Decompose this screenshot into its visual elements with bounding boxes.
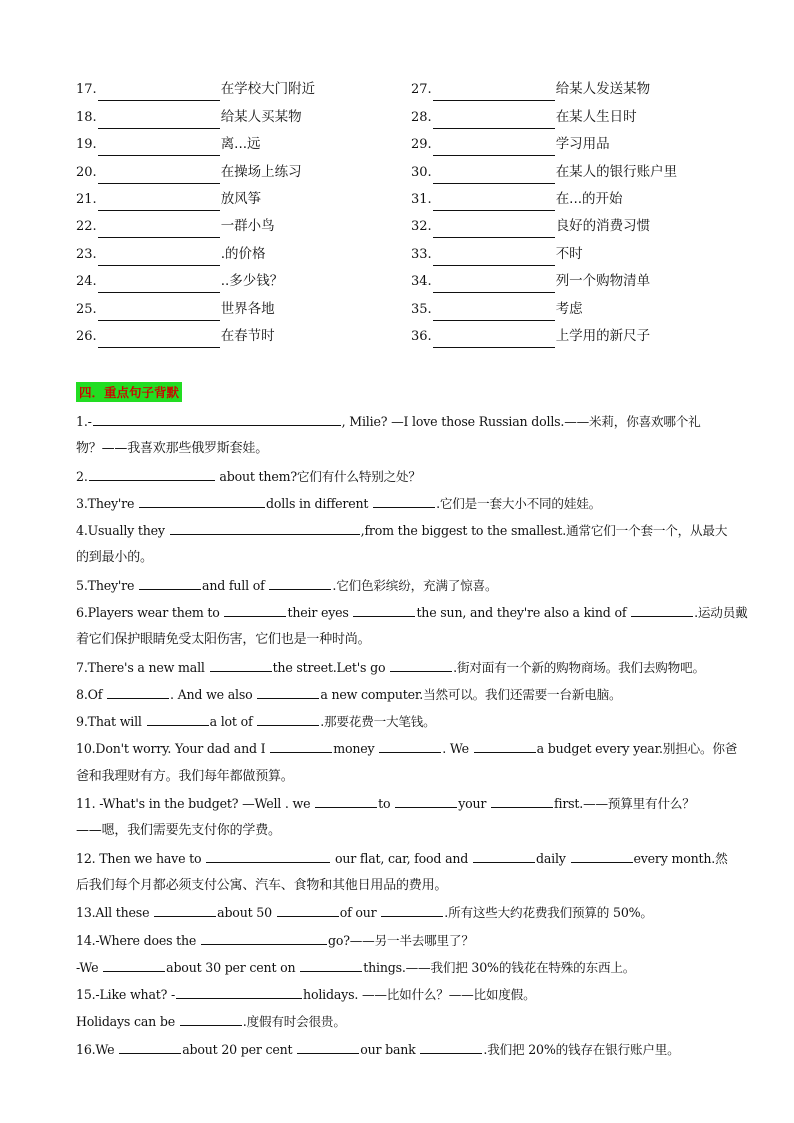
- answer-blank[interactable]: [381, 903, 443, 917]
- sentence-item: 的到最小的。: [76, 550, 153, 566]
- vocab-item: 17. 在学校大门附近: [76, 74, 411, 101]
- answer-blank[interactable]: [98, 114, 220, 129]
- answer-blank[interactable]: [119, 1040, 181, 1054]
- answer-blank[interactable]: [154, 903, 216, 917]
- vocab-item: 19. 离...远: [76, 129, 411, 156]
- answer-blank[interactable]: [433, 306, 555, 321]
- answer-blank[interactable]: [98, 196, 220, 211]
- vocab-item: 33. 不时: [411, 238, 722, 265]
- answer-blank[interactable]: [491, 794, 553, 808]
- sentence-item: 物？——我喜欢那些俄罗斯套娃。: [76, 441, 269, 457]
- answer-blank[interactable]: [631, 603, 693, 617]
- answer-blank[interactable]: [473, 849, 535, 863]
- answer-blank[interactable]: [433, 333, 555, 348]
- sentence-item: Holidays can be .度假有时会很贵。: [76, 1014, 346, 1030]
- answer-blank[interactable]: [420, 1040, 482, 1054]
- answer-blank[interactable]: [224, 603, 286, 617]
- vocab-item: 32. 良好的消费习惯: [411, 211, 722, 238]
- sentence-item: 12. Then we have to our flat, car, food and daily every month.然: [76, 850, 728, 866]
- answer-blank[interactable]: [107, 685, 169, 699]
- answer-blank[interactable]: [433, 223, 555, 238]
- answer-blank[interactable]: [270, 739, 332, 753]
- answer-blank[interactable]: [98, 333, 220, 348]
- answer-blank[interactable]: [433, 196, 555, 211]
- answer-blank[interactable]: [103, 958, 165, 972]
- vocab-item: 25. 世界各地: [76, 293, 411, 320]
- answer-blank[interactable]: [474, 739, 536, 753]
- answer-blank[interactable]: [98, 141, 220, 156]
- answer-blank[interactable]: [98, 86, 220, 101]
- vocab-item: 29. 学习用品: [411, 129, 722, 156]
- answer-blank[interactable]: [373, 494, 435, 508]
- sentence-item: 2. about them?它们有什么特别之处？: [76, 468, 421, 484]
- answer-blank[interactable]: [571, 849, 633, 863]
- answer-blank[interactable]: [433, 278, 555, 293]
- sentence-item: 10.Don't worry. Your dad and I money . We a budget every year.别担心。你爸: [76, 741, 738, 757]
- sentence-item: 1.- , Milie? —I love those Russian dolls.——米莉，你喜欢哪个礼: [76, 413, 701, 429]
- answer-blank[interactable]: [89, 467, 215, 481]
- answer-blank[interactable]: [433, 114, 555, 129]
- answer-blank[interactable]: [93, 412, 341, 426]
- sentence-item: 16.We about 20 per cent our bank .我们把 20%的钱存在银行账户里。: [76, 1041, 680, 1057]
- vocab-item: 35. 考虑: [411, 293, 722, 320]
- answer-blank[interactable]: [176, 985, 302, 999]
- answer-blank[interactable]: [170, 521, 360, 535]
- answer-blank[interactable]: [353, 603, 415, 617]
- sentence-item: -We about 30 per cent on things.——我们把 30%的钱花在特殊的东西上。: [76, 959, 636, 975]
- vocab-item: 36. 上学用的新尺子: [411, 321, 722, 348]
- sentence-list: [76, 408, 748, 1063]
- answer-blank[interactable]: [257, 712, 319, 726]
- sentence-item: 后我们每个月都必须支付公寓、汽车、食物和其他日用品的费用。: [76, 877, 448, 893]
- answer-blank[interactable]: [390, 658, 452, 672]
- answer-blank[interactable]: [98, 169, 220, 184]
- vocab-item: 21. 放风筝: [76, 184, 411, 211]
- answer-blank[interactable]: [180, 1012, 242, 1026]
- answer-blank[interactable]: [98, 306, 220, 321]
- answer-blank[interactable]: [300, 958, 362, 972]
- answer-blank[interactable]: [201, 931, 327, 945]
- answer-blank[interactable]: [139, 494, 265, 508]
- vocab-list: [76, 74, 722, 348]
- sentence-item: 4.Usually they ,from the biggest to the smallest.通常它们一个套一个，从最大: [76, 523, 728, 539]
- sentence-item: 爸和我理财有方。我们每年都做预算。: [76, 768, 294, 784]
- answer-blank[interactable]: [277, 903, 339, 917]
- answer-blank[interactable]: [98, 251, 220, 266]
- answer-blank[interactable]: [379, 739, 441, 753]
- sentence-item: 14.-Where does the go?——另一半去哪里了？: [76, 932, 474, 948]
- answer-blank[interactable]: [147, 712, 209, 726]
- sentence-item: ——嗯，我们需要先支付你的学费。: [76, 823, 281, 839]
- answer-blank[interactable]: [395, 794, 457, 808]
- sentence-item: 6.Players wear them to their eyes the sun, and they're also a kind of .运动员戴: [76, 604, 748, 620]
- answer-blank[interactable]: [139, 576, 201, 590]
- answer-blank[interactable]: [210, 658, 272, 672]
- vocab-item: 22. 一群小鸟: [76, 211, 411, 238]
- answer-blank[interactable]: [269, 576, 331, 590]
- sentence-item: 13.All these about 50 of our .所有这些大约花费我们预算的 50%。: [76, 905, 653, 921]
- vocab-item: 34. 列一个购物清单: [411, 266, 722, 293]
- sentence-item: 15.-Like what? - holidays. ——比如什么？——比如度假。: [76, 987, 536, 1003]
- answer-blank[interactable]: [433, 251, 555, 266]
- answer-blank[interactable]: [98, 278, 220, 293]
- sentence-item: 9.That will a lot of .那要花费一大笔钱。: [76, 714, 436, 730]
- answer-blank[interactable]: [315, 794, 377, 808]
- vocab-item: 18. 给某人买某物: [76, 101, 411, 128]
- sentence-item: 着它们保护眼睛免受太阳伤害，它们也是一种时尚。: [76, 632, 371, 648]
- answer-blank[interactable]: [433, 141, 555, 156]
- sentence-item: 8.Of . And we also a new computer.当然可以。我们还需要一台新电脑。: [76, 686, 622, 702]
- sentence-item: 5.They're and full of .它们色彩缤纷，充满了惊喜。: [76, 577, 498, 593]
- answer-blank[interactable]: [433, 169, 555, 184]
- vocab-item: 28. 在某人生日时: [411, 101, 722, 128]
- vocab-item: 23. .的价格: [76, 238, 411, 265]
- answer-blank[interactable]: [98, 223, 220, 238]
- vocab-item: 30. 在某人的银行账户里: [411, 156, 722, 183]
- vocab-item: 26. 在春节时: [76, 321, 411, 348]
- section-title: 四．重点句子背默: [76, 382, 182, 402]
- vocab-item: 27. 给某人发送某物: [411, 74, 722, 101]
- worksheet-page: [76, 74, 748, 1063]
- answer-blank[interactable]: [433, 86, 555, 101]
- sentence-item: 3.They're dolls in different .它们是一套大小不同的娃娃。: [76, 495, 602, 511]
- sentence-item: 7.There's a new mall the street.Let's go .街对面有一个新的购物商场。我们去购物吧。: [76, 659, 705, 675]
- vocab-item: 20. 在操场上练习: [76, 156, 411, 183]
- answer-blank[interactable]: [206, 849, 330, 863]
- vocab-item: 24. ..多少钱？: [76, 266, 411, 293]
- answer-blank[interactable]: [257, 685, 319, 699]
- answer-blank[interactable]: [297, 1040, 359, 1054]
- sentence-item: 11. -What's in the budget? —Well . we to your first.——预算里有什么？: [76, 796, 695, 812]
- vocab-item: 31. 在...的开始: [411, 184, 722, 211]
